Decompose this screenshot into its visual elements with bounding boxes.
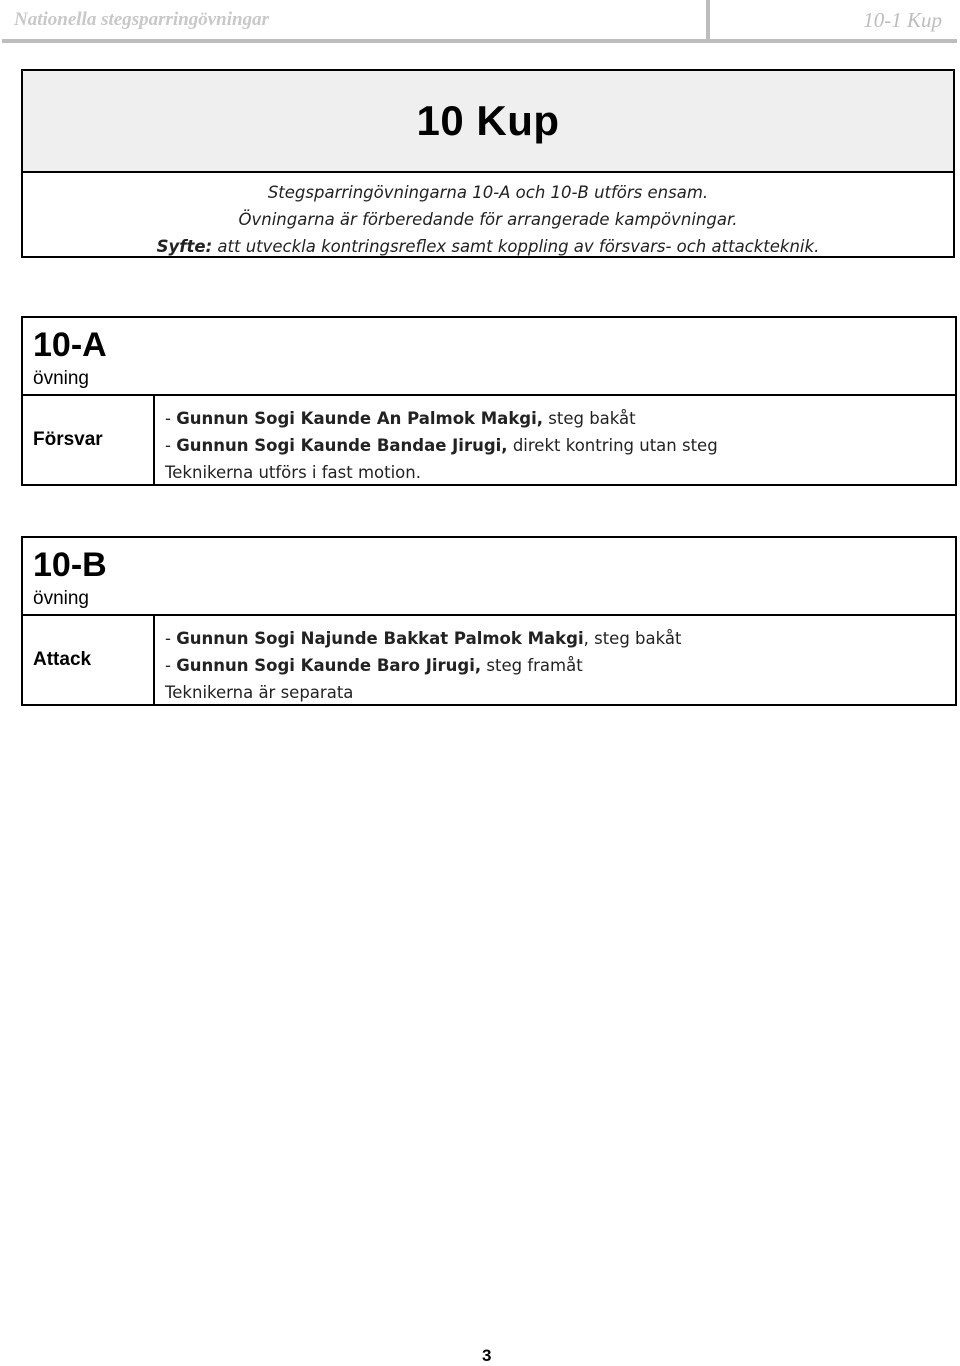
page-header [0, 0, 960, 44]
exercise-header [23, 538, 955, 616]
header-rule [2, 39, 957, 43]
intro-line-2: Övningarna är förberedande för arrangerade kampövningar. [238, 210, 738, 229]
exercise-subtitle: övning [33, 368, 89, 389]
intro-line-1: Stegsparringövningarna 10-A och 10-B utförs ensam. [267, 183, 709, 202]
technique-detail: , steg bakåt [583, 629, 682, 648]
exercise-code: 10-B [33, 546, 107, 584]
exercise-techniques [165, 625, 681, 706]
intro-line-3 [23, 233, 953, 260]
header-section-label: 10-1 Kup [863, 8, 942, 32]
exercise-10a [21, 316, 957, 486]
exercise-role: Attack [23, 616, 155, 704]
line-dash: - [165, 436, 177, 455]
title-box [21, 69, 955, 258]
technique-detail: direkt kontring utan steg [507, 436, 718, 455]
title-band [23, 71, 953, 173]
exercise-note: Teknikerna utförs i fast motion. [165, 463, 421, 482]
exercise-10b [21, 536, 957, 706]
technique-line [165, 432, 718, 459]
exercise-subtitle: övning [33, 588, 89, 609]
technique-name: Gunnun Sogi Kaunde Bandae Jirugi, [176, 436, 508, 455]
exercise-techniques [165, 405, 718, 486]
purpose-label: Syfte: [156, 237, 213, 256]
technique-line [165, 652, 681, 679]
exercise-code: 10-A [33, 326, 107, 364]
exercise-role: Försvar [23, 396, 155, 484]
technique-name: Gunnun Sogi Najunde Bakkat Palmok Makgi [176, 629, 584, 648]
technique-detail: steg bakåt [543, 409, 636, 428]
line-dash: - [165, 409, 177, 428]
technique-name: Gunnun Sogi Kaunde Baro Jirugi, [176, 656, 482, 675]
exercise-body [23, 616, 955, 704]
exercise-note: Teknikerna är separata [165, 683, 354, 702]
technique-detail: steg framåt [481, 656, 583, 675]
line-dash: - [165, 656, 177, 675]
intro-text [23, 173, 953, 260]
purpose-text: att utveckla kontringsreflex samt koppling av försvars- och attackteknik. [212, 237, 820, 256]
technique-name: Gunnun Sogi Kaunde An Palmok Makgi, [176, 409, 544, 428]
technique-line [165, 625, 681, 652]
page-number: 3 [482, 1346, 492, 1365]
header-document-title: Nationella stegsparringövningar [14, 9, 269, 30]
line-dash: - [165, 629, 177, 648]
header-separator [706, 0, 710, 43]
exercise-header [23, 318, 955, 396]
technique-line [165, 405, 718, 432]
exercise-body [23, 396, 955, 484]
page-title: 10 Kup [416, 97, 560, 144]
